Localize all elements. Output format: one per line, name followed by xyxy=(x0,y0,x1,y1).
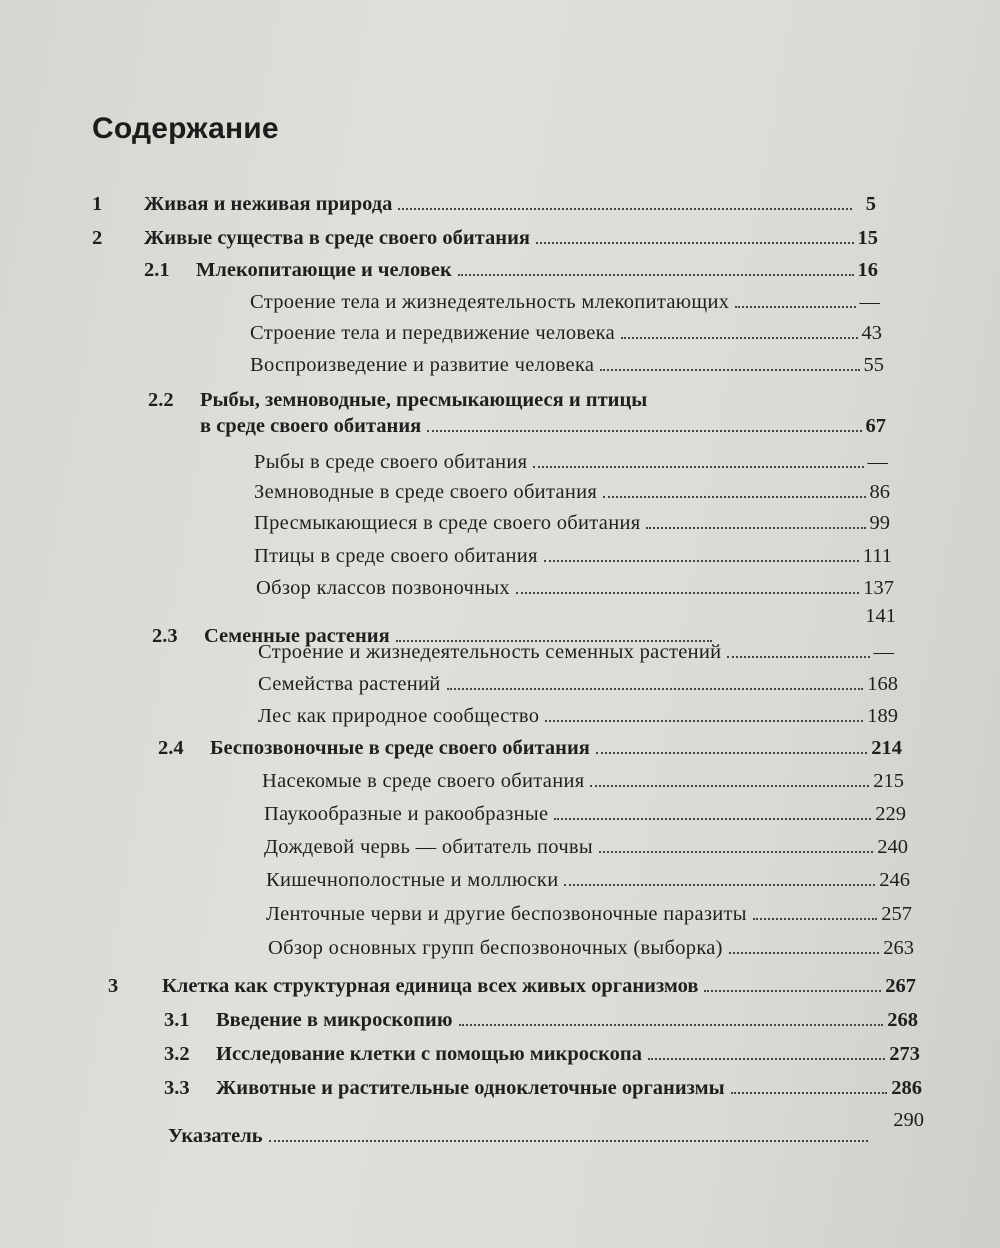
dot-leader xyxy=(621,337,857,339)
dot-leader xyxy=(600,369,859,371)
toc-entry-title: Живая и неживая природа xyxy=(144,193,393,215)
toc-entry-page: 16 xyxy=(857,259,878,281)
dot-leader xyxy=(536,242,854,244)
toc-entry-page: 189 xyxy=(867,705,898,727)
dot-leader xyxy=(554,818,871,820)
dot-leader xyxy=(729,952,879,954)
toc-index[interactable] xyxy=(168,1118,868,1148)
toc-chapter-3[interactable] xyxy=(108,968,916,998)
toc-entry-page: 15 xyxy=(857,227,878,249)
toc-entry-title: Семейства растений xyxy=(258,673,441,695)
toc-entry-page: — xyxy=(859,291,880,313)
toc-entry-page: 111 xyxy=(862,545,892,567)
toc-entry-page: 290 xyxy=(893,1109,924,1131)
toc-entry-title: Воспроизведение и развитие человека xyxy=(250,354,595,376)
dot-leader xyxy=(646,527,865,529)
toc-entry-title: в среде своего обитания xyxy=(200,415,422,437)
dot-leader xyxy=(545,720,863,722)
toc-section-3-3[interactable] xyxy=(164,1070,922,1100)
toc-entry-number: 3 xyxy=(108,975,119,997)
toc-entry-page: 246 xyxy=(879,869,910,891)
toc-entry-title: Животные и растительные одноклеточные организмы xyxy=(216,1077,725,1099)
toc-entry-title: Кишечнополостные и моллюски xyxy=(266,869,559,891)
toc-entry-title: Живые существа в среде своего обитания xyxy=(144,227,530,249)
toc-entry-number: 2.1 xyxy=(144,259,170,281)
toc-entry-number: 1 xyxy=(92,193,103,215)
toc-entry-title: Дождевой червь — обитатель почвы xyxy=(264,836,593,858)
toc-topic[interactable] xyxy=(254,444,888,474)
toc-entry-page: 86 xyxy=(869,481,890,503)
dot-leader xyxy=(564,884,875,886)
dot-leader xyxy=(269,1140,868,1142)
toc-entry-page: 286 xyxy=(891,1077,922,1099)
dot-leader xyxy=(735,306,855,308)
toc-topic[interactable] xyxy=(266,896,912,926)
dot-leader xyxy=(458,274,854,276)
toc-entry-number: 2.2 xyxy=(148,389,174,411)
toc-topic[interactable] xyxy=(264,796,906,826)
toc-topic[interactable] xyxy=(250,315,882,345)
dot-leader xyxy=(596,752,867,754)
toc-entry-page: 240 xyxy=(877,836,908,858)
dot-leader xyxy=(533,466,863,468)
dot-leader xyxy=(727,656,869,658)
toc-entry-title: Беспозвоночные в среде своего обитания xyxy=(210,737,590,759)
dot-leader xyxy=(648,1058,885,1060)
toc-topic[interactable] xyxy=(258,698,898,728)
toc-entry-title: Обзор основных групп беспозвоночных (выборка) xyxy=(268,937,723,959)
toc-entry-page: 263 xyxy=(883,937,914,959)
dot-leader xyxy=(753,918,877,920)
toc-entry-number: 3.1 xyxy=(164,1009,190,1031)
dot-leader xyxy=(603,496,865,498)
toc-entry-title: Пресмыкающиеся в среде своего обитания xyxy=(254,512,641,534)
toc-entry-title: Семенные растения xyxy=(204,625,390,647)
toc-entry-page: 43 xyxy=(861,322,882,344)
toc-topic[interactable] xyxy=(254,505,890,535)
toc-entry-page: 214 xyxy=(871,737,902,759)
toc-entry-title: Насекомые в среде своего обитания xyxy=(262,770,585,792)
toc-topic[interactable] xyxy=(268,930,914,960)
dot-leader xyxy=(731,1092,888,1094)
toc-topic[interactable] xyxy=(250,284,880,314)
toc-entry-title: Рыбы в среде своего обитания xyxy=(254,451,528,473)
dot-leader xyxy=(590,785,869,787)
toc-entry-title: Ленточные черви и другие беспозвоночные паразиты xyxy=(266,903,747,925)
toc-entry-number: 2 xyxy=(92,227,103,249)
toc-entry-page: 99 xyxy=(869,512,890,534)
toc-entry-title: Исследование клетки с помощью микроскопа xyxy=(216,1043,642,1065)
toc-entry-page: 137 xyxy=(863,577,894,599)
toc-entry-number: 3.2 xyxy=(164,1043,190,1065)
page-title: Содержание xyxy=(92,112,279,145)
toc-entry-page: 141 xyxy=(865,605,896,627)
toc-section-3-2[interactable] xyxy=(164,1036,920,1066)
toc-topic[interactable] xyxy=(256,570,894,600)
toc-entry-title: Земноводные в среде своего обитания xyxy=(254,481,598,503)
toc-entry-page: 268 xyxy=(887,1009,918,1031)
toc-section-2-2[interactable] xyxy=(200,408,886,438)
toc-entry-number: 3.3 xyxy=(164,1077,190,1099)
dot-leader xyxy=(447,688,864,690)
toc-topic[interactable] xyxy=(254,538,892,568)
toc-entry-title: Указатель xyxy=(168,1125,263,1147)
toc-orphan-page xyxy=(820,598,896,628)
toc-entry-page: 67 xyxy=(865,415,886,437)
toc-entry-title: Млекопитающие и человек xyxy=(196,259,452,281)
toc-entry-number: 2.3 xyxy=(152,625,178,647)
dot-leader xyxy=(427,430,861,432)
toc-section-2-4[interactable] xyxy=(158,730,902,760)
toc-entry-number: 2.4 xyxy=(158,737,184,759)
dot-leader xyxy=(544,560,859,562)
toc-section-2-1[interactable] xyxy=(144,252,878,282)
toc-entry-title: Паукообразные и ракообразные xyxy=(264,803,549,825)
toc-entry-title: Строение тела и передвижение человека xyxy=(250,322,616,344)
toc-topic[interactable] xyxy=(264,829,908,859)
dot-leader xyxy=(398,208,852,210)
toc-entry-page: — xyxy=(873,641,894,663)
toc-entry-page: 273 xyxy=(889,1043,920,1065)
toc-entry-page: — xyxy=(867,451,888,473)
toc-chapter-1[interactable] xyxy=(92,186,876,216)
toc-entry-page: 55 xyxy=(863,354,884,376)
toc-entry-title: Введение в микроскопию xyxy=(216,1009,453,1031)
toc-entry-title-line1: Рыбы, земноводные, пресмыкающиеся и птицы xyxy=(200,389,648,411)
toc-topic[interactable] xyxy=(266,862,910,892)
toc-entry-title: Строение тела и жизнедеятельность млекопитающих xyxy=(250,291,730,313)
toc-entry-page: 267 xyxy=(885,975,916,997)
toc-topic[interactable] xyxy=(262,763,904,793)
toc-entry-page: 215 xyxy=(873,770,904,792)
dot-leader xyxy=(516,592,859,594)
toc-entry-title: Строение и жизнедеятельность семенных растений xyxy=(258,641,722,663)
toc-topic[interactable] xyxy=(258,634,894,664)
toc-entry-title: Лес как природное сообщество xyxy=(258,705,540,727)
toc-entry-title: Птицы в среде своего обитания xyxy=(254,545,538,567)
toc-entry-page: 229 xyxy=(875,803,906,825)
toc-topic[interactable] xyxy=(258,666,898,696)
dot-leader xyxy=(459,1024,884,1026)
toc-entry-page: 257 xyxy=(881,903,912,925)
toc-entry-page: 5 xyxy=(865,193,876,215)
toc-entry-title: Клетка как структурная единица всех живых организмов xyxy=(162,975,699,997)
dot-leader xyxy=(704,990,881,992)
toc-topic[interactable] xyxy=(250,347,884,377)
toc-entry-page: 168 xyxy=(867,673,898,695)
toc-chapter-2[interactable] xyxy=(92,220,878,250)
toc-topic[interactable] xyxy=(254,474,890,504)
toc-entry-title: Обзор классов позвоночных xyxy=(256,577,510,599)
toc-section-3-1[interactable] xyxy=(164,1002,918,1032)
dot-leader xyxy=(599,851,873,853)
